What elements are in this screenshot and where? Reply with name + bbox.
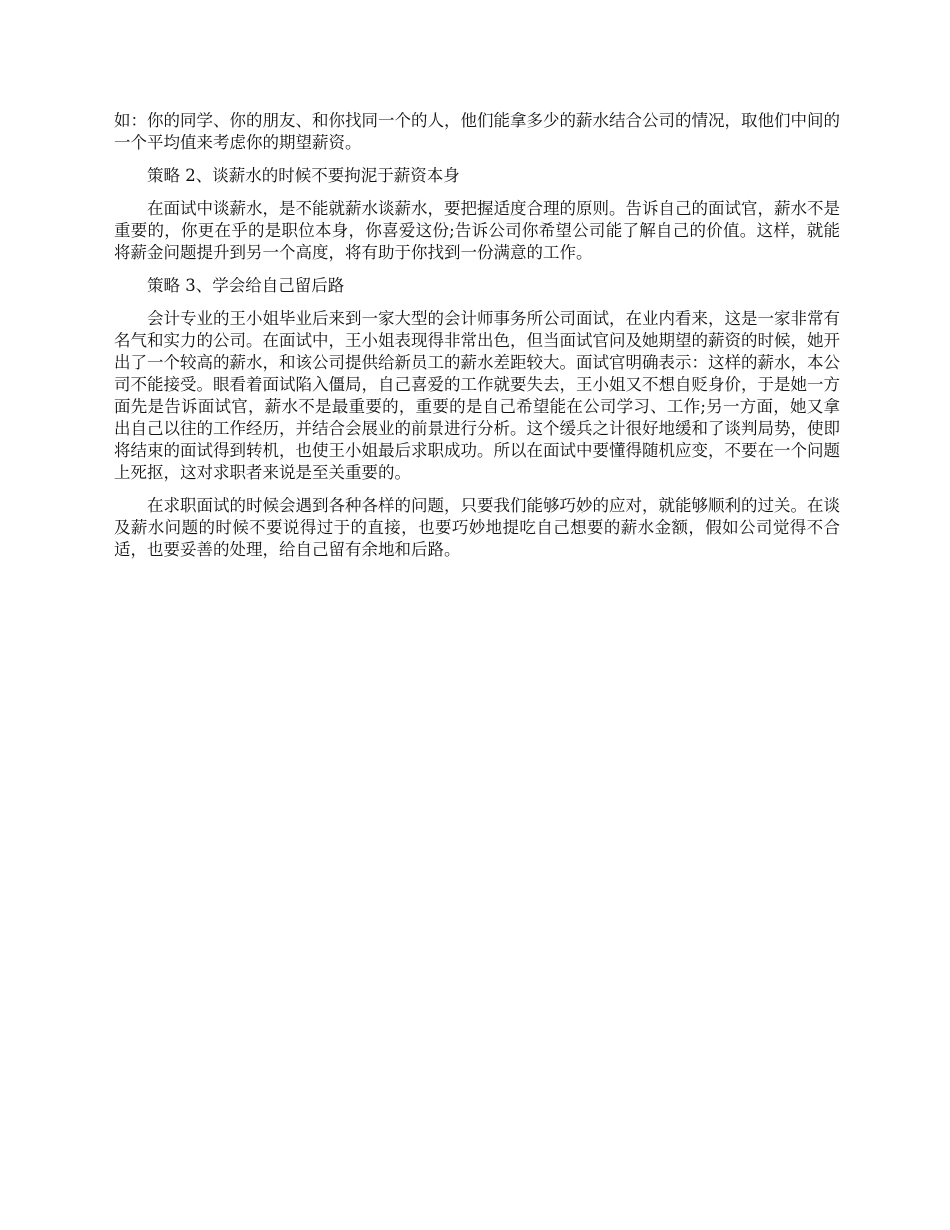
paragraph-strategy-3-story: 会计专业的王小姐毕业后来到一家大型的会计师事务所公司面试，在业内看来，这是一家非常有名气和实力的公司。在面试中，王小姐表现得非常出色，但当面试官问及她期望的薪资的时候，她开出了一个较高的薪水，和该公司提供给新员工的薪水差距较大。面试官明确表示：这样的薪水，本公司不能接受。眼看着面试陷入僵局，自己喜爱的工作就要失去，王小姐又不想自贬身价，于是她一方面先是告诉面试官，薪水不是最重要的，重要的是自己希望能在公司学习、工作;另一方面，她又拿出自己以往的工作经历，并结合会展业的前景进行分析。这个缓兵之计很好地缓和了谈判局势，使即将结束的面试得到转机，也使王小姐最后求职成功。所以在面试中要懂得随机应变，不要在一个问题上死抠，这对求职者来说是至关重要的。	[114, 309, 840, 482]
paragraph-continued: 如：你的同学、你的朋友、和你找同一个的人，他们能拿多少的薪水结合公司的情况，取他们中间的一个平均值来考虑你的期望薪资。	[114, 111, 840, 152]
strategy-2-heading: 策略 2、谈薪水的时候不要拘泥于薪资本身	[147, 166, 460, 185]
paragraph-conclusion: 在求职面试的时候会遇到各种各样的问题，只要我们能够巧妙的应对，就能够顺利的过关。在谈及薪水问题的时候不要说得过于的直接，也要巧妙地提吃自己想要的薪水金额，假如公司觉得不合适，也要妥善的处理，给自己留有余地和后路。	[114, 496, 840, 559]
document-body	[114, 110, 840, 572]
paragraph-strategy-2: 在面试中谈薪水，是不能就薪水谈薪水，要把握适度合理的原则。告诉自己的面试官，薪水不是重要的，你更在乎的是职位本身，你喜爱这份;告诉公司你希望公司能了解自己的价值。这样，就能将薪金问题提升到另一个高度，将有助于你找到一份满意的工作。	[114, 199, 840, 262]
strategy-3-heading: 策略 3、学会给自己留后路	[147, 276, 345, 295]
